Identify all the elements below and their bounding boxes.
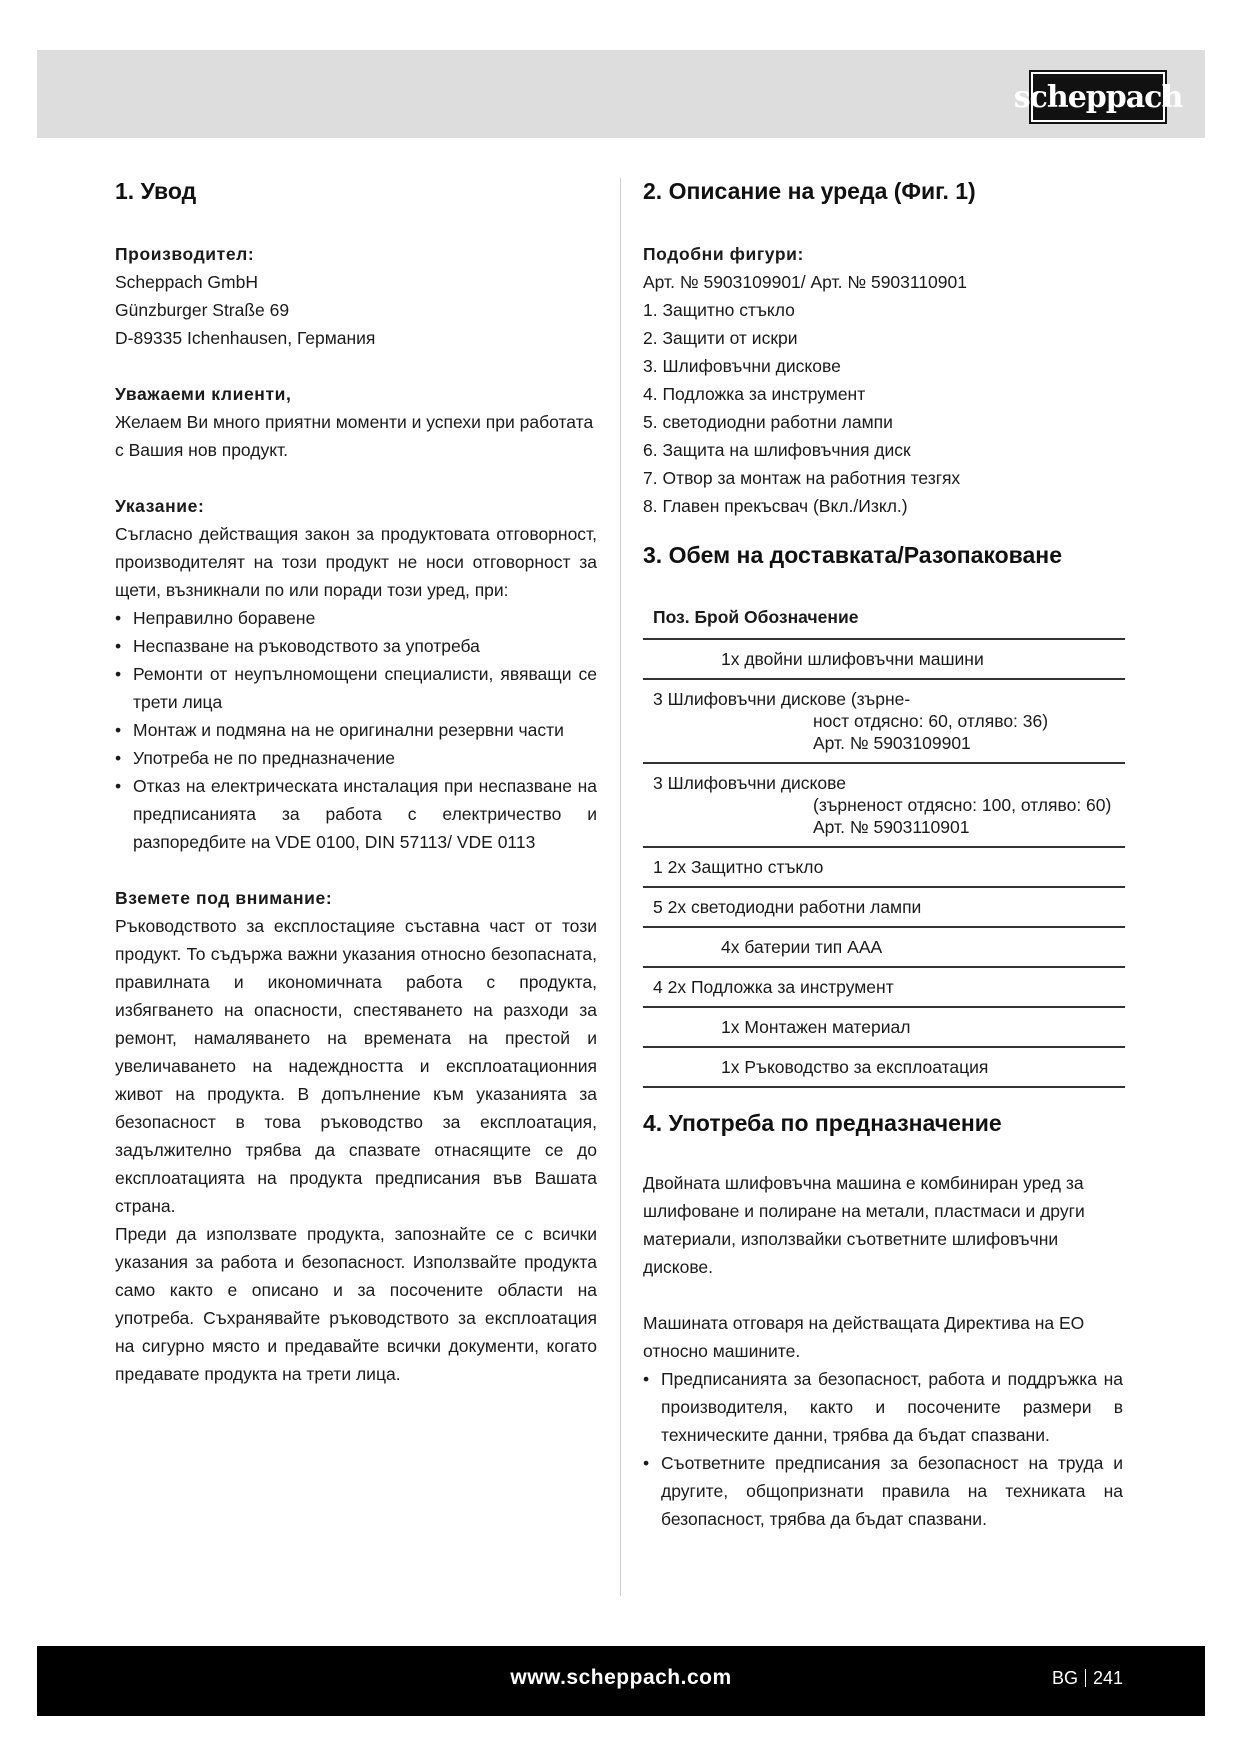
list-item: 7. Отвор за монтаж на работния тезгях <box>643 468 961 488</box>
directive-text: Машината отговаря на действащата Директива на ЕО относно машините. <box>643 1313 1085 1361</box>
list-item: • Неспазване на ръководството за употреба <box>115 632 597 660</box>
figures-label: Подобни фигури: <box>643 244 804 264</box>
right-column <box>643 178 1123 1533</box>
list-item: 5. светодиодни работни лампи <box>643 412 893 432</box>
table-cell: 4x батерии тип AAA <box>721 937 883 957</box>
manufacturer-line: Günzburger Straße 69 <box>115 300 290 320</box>
table-row <box>643 928 1125 968</box>
list-item: • Отказ на електрическата инсталация при неспазване на предписанията за работа с електричество и разпоредбите на VDE 0100, DIN 57113/ VDE 0113 <box>115 772 597 856</box>
note-label: Указание: <box>115 496 205 516</box>
table-row <box>643 764 1125 848</box>
manufacturer-line: D-89335 Ichenhausen, Германия <box>115 328 376 348</box>
list-item: • Употреба не по предназначение <box>115 744 597 772</box>
liability-list <box>115 604 597 856</box>
intended-use-text: Двойната шлифовъчна машина е комбиниран уред за шлифоване и полиране на метали, пластмаси и други материали, използвайки съответните шлифовъчни дискове. <box>643 1173 1085 1277</box>
header-band <box>37 50 1205 138</box>
delivery-table <box>643 601 1125 1088</box>
scheppach-logo: scheppach <box>1029 70 1167 124</box>
list-item: 4. Подложка за инструмент <box>643 384 866 404</box>
list-item: 3. Шлифовъчни дискове <box>643 356 841 376</box>
table-cell: 1 2x Защитно стъкло <box>653 857 824 877</box>
list-item: 8. Главен прекъсвач (Вкл./Изкл.) <box>643 496 908 516</box>
section-1-title: 1. Увод <box>115 178 197 204</box>
parts-list <box>643 296 1123 520</box>
manufacturer-label: Производител: <box>115 244 255 264</box>
left-column <box>115 178 597 1388</box>
table-cell: 3 Шлифовъчни дискове (зърне- <box>653 689 911 709</box>
table-row <box>643 680 1125 764</box>
page-number <box>1052 1668 1123 1689</box>
list-item: • Ремонти от неупълномощени специалисти, явяващи се трети лица <box>115 660 597 716</box>
compliance-list <box>643 1365 1123 1533</box>
page-value: 241 <box>1092 1668 1123 1688</box>
table-cell: 4 2x Подложка за инструмент <box>653 977 894 997</box>
table-row <box>643 968 1125 1008</box>
table-row <box>643 888 1125 928</box>
list-item: 6. Защита на шлифовъчния диск <box>643 440 911 460</box>
article-numbers: Арт. № 5903109901/ Арт. № 5903110901 <box>643 272 967 292</box>
table-row <box>643 640 1125 680</box>
list-item: • Неправилно боравене <box>115 604 597 632</box>
table-cell: 3 Шлифовъчни дискове <box>653 773 846 793</box>
table-cell: Арт. № 5903109901 <box>813 733 971 753</box>
dear-customers-text: Желаем Ви много приятни моменти и успехи при работата с Вашия нов продукт. <box>115 412 594 460</box>
section-4-title: 4. Употреба по предназначение <box>643 1110 1002 1136</box>
table-cell: 1x двойни шлифовъчни машини <box>721 649 984 669</box>
list-item: • Монтаж и подмяна на не оригинални резервни части <box>115 716 597 744</box>
table-cell: 1x Монтажен материал <box>721 1017 911 1037</box>
manufacturer-line: Scheppach GmbH <box>115 272 258 292</box>
table-row <box>643 1048 1125 1088</box>
attention-label: Вземете под внимание: <box>115 888 333 908</box>
table-cell: Арт. № 5903110901 <box>813 817 970 837</box>
footer-band <box>37 1646 1205 1716</box>
list-item: 1. Защитно стъкло <box>643 300 795 320</box>
column-divider <box>620 178 621 1596</box>
language-code: BG <box>1051 1668 1078 1688</box>
separator <box>1085 1669 1086 1687</box>
table-cell: 5 2x светодиодни работни лампи <box>653 897 922 917</box>
table-cell: (зърненост отдясно: 100, отляво: 60) <box>813 795 1112 815</box>
table-cell: ност отдясно: 60, отляво: 36) <box>813 711 1049 731</box>
list-item: • Предписанията за безопасност, работа и поддръжка на производителя, както и посочените размери в техническите данни, трябва да бъдат спазвани. <box>643 1365 1123 1449</box>
table-row <box>643 848 1125 888</box>
note-text: Съгласно действащия закон за продуктовата отговорност, производителят на този продукт не носи отговорност за щети, възникнали по или поради този уред, при: <box>115 524 597 600</box>
section-2-title: 2. Описание на уреда (Фиг. 1) <box>643 178 976 204</box>
footer-url: www.scheppach.com <box>510 1666 732 1689</box>
list-item: • Съответните предписания за безопасност на труда и другите, общопризнати правила на техниката на безопасност, трябва да бъдат спазвани. <box>643 1449 1123 1533</box>
attention-text: Ръководството за експлостацияе съставна част от този продукт. То съдържа важни указания относно безопасната, правилната и икономичната работа с продукта, избягването на опасности, спестяването на разходи за ремонт, намаляването на временатa на престой и увеличаването на надеждността и експлоатационния живот на продукта. В допълнение към указанията за безопасност в това ръководство за експлоатация, задължително трябва да спазвате отнасящите се до експлоатацията на продукта предписания във Вашата страна. <box>115 916 597 1216</box>
section-3-title: 3. Обем на доставката/Разопаковане <box>643 542 1062 568</box>
dear-customers-label: Уважаеми клиенти, <box>115 384 292 404</box>
table-header: Поз. Брой Обозначение <box>643 601 1125 640</box>
table-cell: 1x Ръководство за експлоатация <box>721 1057 989 1077</box>
table-row <box>643 1008 1125 1048</box>
attention-text: Преди да използвате продукта, запознайте се с всички указания за работа и безопасност. Използвайте продукта само както е описано и за посочените области на употреба. Съхранявайте ръководството за експлоатация на сигурно място и предавайте всички документи, когато предавате продукта на трети лица. <box>115 1224 597 1384</box>
list-item: 2. Защити от искри <box>643 328 798 348</box>
